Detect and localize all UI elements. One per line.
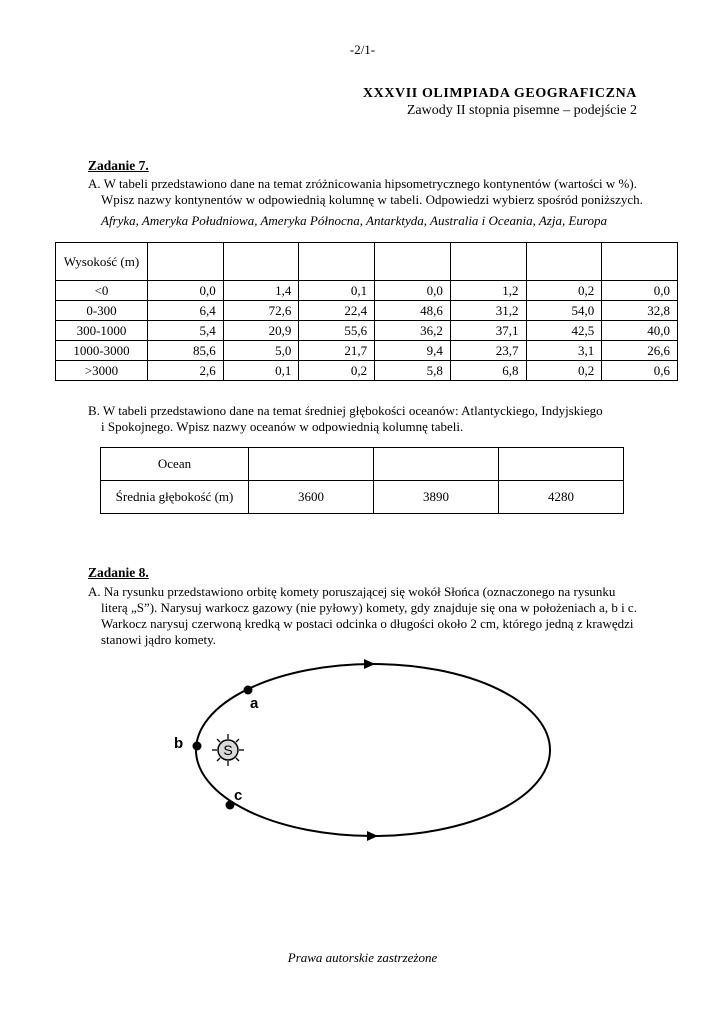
task8-line4: stanowi jądro komety.: [101, 632, 217, 647]
task7-partB-line2: i Spokojnego. Wpisz nazwy oceanów w odpowiednią kolumnę tabeli.: [101, 419, 464, 434]
table-cell: 21,7: [299, 341, 375, 361]
continent-answer-cell[interactable]: [223, 243, 299, 281]
table-row: [56, 341, 678, 361]
table-cell: 0,6: [602, 361, 678, 381]
table-cell: 36,2: [375, 321, 451, 341]
table-cell: 20,9: [223, 321, 299, 341]
row-label: 0-300: [56, 301, 148, 321]
continents-list: Afryka, Ameryka Południowa, Ameryka Północna, Antarktyda, Australia i Oceania, Azja, Europa: [101, 213, 607, 228]
row-label: 1000-3000: [56, 341, 148, 361]
comet-position-b: [193, 742, 202, 751]
table-cell: 1,4: [223, 281, 299, 301]
table-cell: 40,0: [602, 321, 678, 341]
table-cell: 55,6: [299, 321, 375, 341]
point-a-label: a: [250, 695, 259, 712]
table-row: [56, 301, 678, 321]
ocean-label: Ocean: [101, 448, 249, 481]
table-row: [101, 481, 624, 514]
table-cell: 6,8: [450, 361, 526, 381]
olympiad-title: XXXVII OLIMPIADA GEOGRAFICZNA: [362, 86, 637, 101]
table-cell: 5,8: [375, 361, 451, 381]
continent-answer-cell[interactable]: [602, 243, 678, 281]
table-row: [56, 361, 678, 381]
task8-line1: A. Na rysunku przedstawiono orbitę komety poruszającej się wokół Słońca (oznaczonego na rysunku: [88, 584, 616, 599]
table-cell: 85,6: [148, 341, 224, 361]
table-cell: 42,5: [526, 321, 602, 341]
orbit-direction-arrow-top: [364, 659, 375, 669]
table-cell: 32,8: [602, 301, 678, 321]
table-cell: 0,2: [526, 361, 602, 381]
table-cell: 1,2: [450, 281, 526, 301]
comet-position-a: [244, 686, 253, 695]
ocean-answer-cell[interactable]: [374, 448, 499, 481]
row-label: >3000: [56, 361, 148, 381]
hypsometry-table: [55, 242, 678, 381]
task8-line2: literą „S”). Narysuj warkocz gazowy (nie pyłowy) komety, gdy znajduje się ona w położeniach a, b i c.: [101, 600, 637, 615]
point-b-label: b: [174, 735, 184, 752]
orbit-direction-arrow-bottom: [367, 831, 378, 841]
table-cell: 0,2: [526, 281, 602, 301]
table-cell: 3890: [374, 481, 499, 514]
continent-answer-cell[interactable]: [148, 243, 224, 281]
sun-label: S: [223, 742, 233, 758]
copyright-footer: Prawa autorskie zastrzeżone: [287, 950, 438, 965]
task7-partA-line1: A. W tabeli przedstawiono dane na temat zróżnicowania hipsometrycznego kontynentów (wartości w %).: [88, 176, 637, 191]
table-row: [101, 448, 624, 481]
table-cell: 3,1: [526, 341, 602, 361]
table-cell: 23,7: [450, 341, 526, 361]
table-cell: 72,6: [223, 301, 299, 321]
table-cell: 3600: [249, 481, 374, 514]
altitude-header: Wysokość (m): [56, 243, 148, 281]
table-cell: 2,6: [148, 361, 224, 381]
table-cell: 22,4: [299, 301, 375, 321]
table-cell: 9,4: [375, 341, 451, 361]
table-cell: 0,0: [375, 281, 451, 301]
table-row: [56, 321, 678, 341]
table-cell: 0,0: [602, 281, 678, 301]
olympiad-subtitle: Zawody II stopnia pisemne – podejście 2: [406, 103, 637, 118]
row-label: 300-1000: [56, 321, 148, 341]
table-row: [56, 281, 678, 301]
continent-answer-cell[interactable]: [299, 243, 375, 281]
table-cell: 4280: [499, 481, 624, 514]
task8-heading: Zadanie 8.: [88, 565, 149, 580]
table-cell: 54,0: [526, 301, 602, 321]
continent-answer-cell[interactable]: [526, 243, 602, 281]
table-cell: 6,4: [148, 301, 224, 321]
table-cell: 5,0: [223, 341, 299, 361]
page-number: -2/1-: [349, 42, 376, 57]
table-cell: 0,1: [299, 281, 375, 301]
table-cell: 0,0: [148, 281, 224, 301]
ocean-depth-table: [100, 447, 624, 514]
task7-partB-line1: B. W tabeli przedstawiono dane na temat średniej głębokości oceanów: Atlantyckiego, Indyjskiego: [88, 403, 603, 418]
table-cell: 5,4: [148, 321, 224, 341]
table-cell: 26,6: [602, 341, 678, 361]
task8-line3: Warkocz narysuj czerwoną kredką w postaci odcinka o długości około 2 cm, którego jedną z krawędzi: [101, 616, 634, 631]
task7-partA-line2: Wpisz nazwy kontynentów w odpowiednią kolumnę w tabeli. Odpowiedzi wybierz spośród poniższych.: [101, 192, 643, 207]
table-cell: 0,1: [223, 361, 299, 381]
continent-answer-cell[interactable]: [450, 243, 526, 281]
row-label: <0: [56, 281, 148, 301]
table-row: [56, 243, 678, 281]
ocean-answer-cell[interactable]: [499, 448, 624, 481]
table-cell: 37,1: [450, 321, 526, 341]
table-cell: 31,2: [450, 301, 526, 321]
table-cell: 0,2: [299, 361, 375, 381]
continent-answer-cell[interactable]: [375, 243, 451, 281]
point-c-label: c: [234, 787, 243, 804]
ocean-answer-cell[interactable]: [249, 448, 374, 481]
comet-orbit-diagram[interactable]: [160, 650, 560, 850]
depth-label: Średnia głębokość (m): [101, 481, 249, 514]
table-cell: 48,6: [375, 301, 451, 321]
task7-heading: Zadanie 7.: [88, 158, 149, 173]
